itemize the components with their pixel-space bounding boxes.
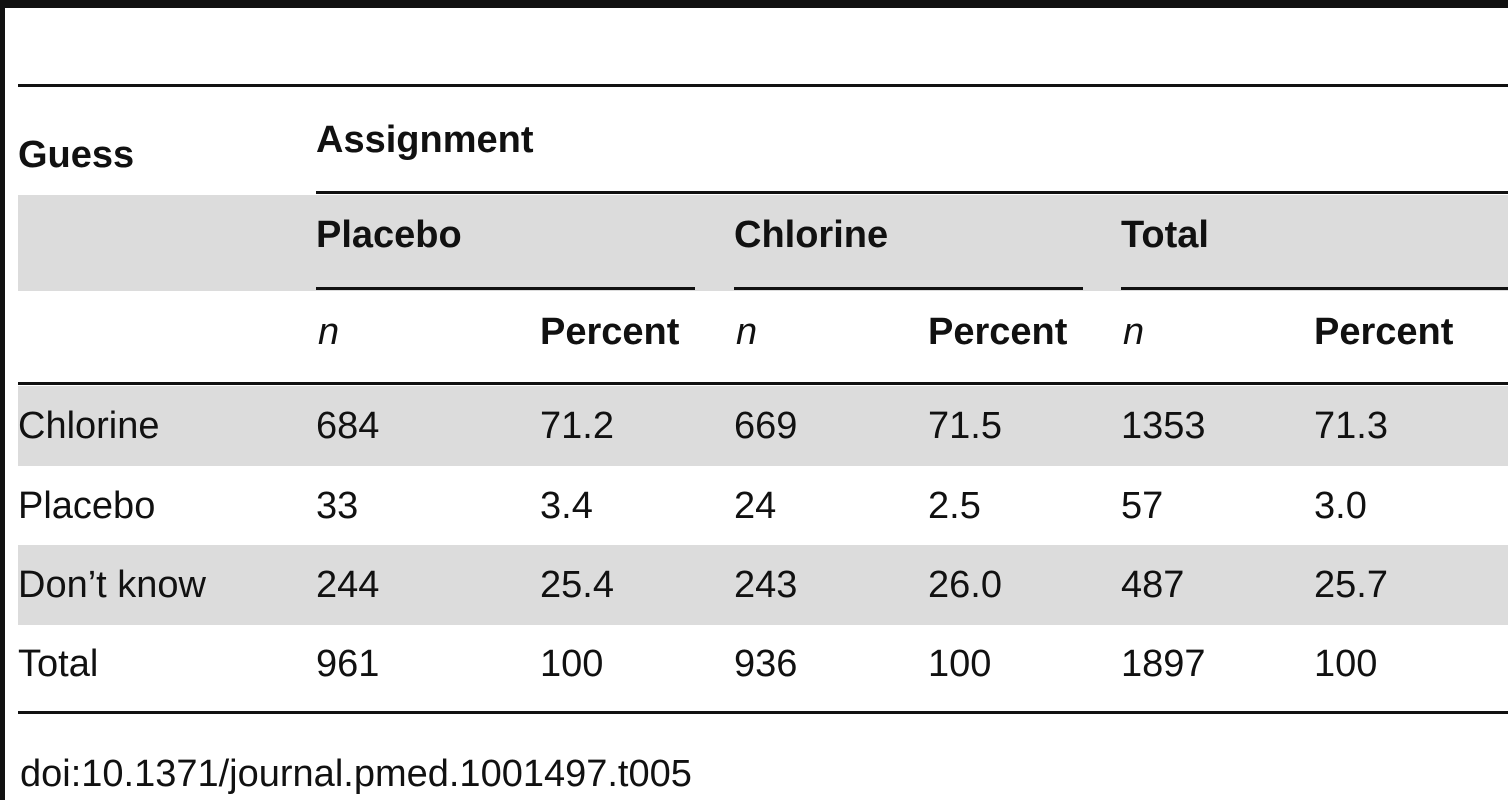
table-cell: 71.3: [1314, 405, 1388, 447]
table-cell: 1897: [1121, 643, 1206, 685]
guess-header: Guess: [18, 134, 135, 176]
table-cell: 684: [316, 405, 380, 447]
table-bottom-rule: [18, 711, 1508, 714]
table-cell: 24: [734, 485, 777, 527]
chlorine-group-rule: [734, 287, 1083, 290]
table-cell: 1353: [1121, 405, 1206, 447]
subheader-n-chlorine: n: [736, 311, 758, 353]
doi-footnote[interactable]: doi:10.1371/journal.pmed.1001497.t005: [20, 753, 692, 795]
table-cell: 487: [1121, 564, 1185, 606]
table-cell: 2.5: [928, 485, 981, 527]
table-cell: 26.0: [928, 564, 1002, 606]
table-cell: 3.4: [540, 485, 593, 527]
table-cell: 243: [734, 564, 798, 606]
table-cell: 25.4: [540, 564, 614, 606]
table-top-rule: [18, 84, 1508, 87]
table-cell: 71.5: [928, 405, 1002, 447]
table-cell: 100: [1314, 643, 1378, 685]
table-cell: 33: [316, 485, 359, 527]
table-cell: 100: [540, 643, 604, 685]
row-label: Total: [18, 643, 99, 685]
subheader-percent-chlorine: Percent: [928, 311, 1068, 353]
left-border: [0, 0, 5, 800]
table-cell: 25.7: [1314, 564, 1388, 606]
header-bottom-rule: [18, 382, 1508, 385]
subheader-n-total: n: [1123, 311, 1145, 353]
group-header-chlorine: Chlorine: [734, 214, 889, 256]
subheader-percent-total: Percent: [1314, 311, 1454, 353]
placebo-group-rule: [316, 287, 695, 290]
group-header-placebo: Placebo: [316, 214, 462, 256]
table-cell: 244: [316, 564, 380, 606]
table-cell: 3.0: [1314, 485, 1367, 527]
group-header-total: Total: [1121, 214, 1209, 256]
row-label: Chlorine: [18, 405, 160, 447]
table-cell: 57: [1121, 485, 1164, 527]
subheader-n-placebo: n: [318, 311, 340, 353]
table-cell: 936: [734, 643, 798, 685]
table-cell: 961: [316, 643, 380, 685]
row-label: Don’t know: [18, 564, 206, 606]
table-cell: 71.2: [540, 405, 614, 447]
assignment-header: Assignment: [316, 119, 534, 161]
assignment-rule: [316, 191, 1508, 194]
table-cell: 100: [928, 643, 992, 685]
row-label: Placebo: [18, 485, 156, 527]
table-cell: 669: [734, 405, 798, 447]
total-group-rule: [1121, 287, 1508, 290]
subheader-percent-placebo: Percent: [540, 311, 680, 353]
top-rule: [0, 0, 1508, 8]
